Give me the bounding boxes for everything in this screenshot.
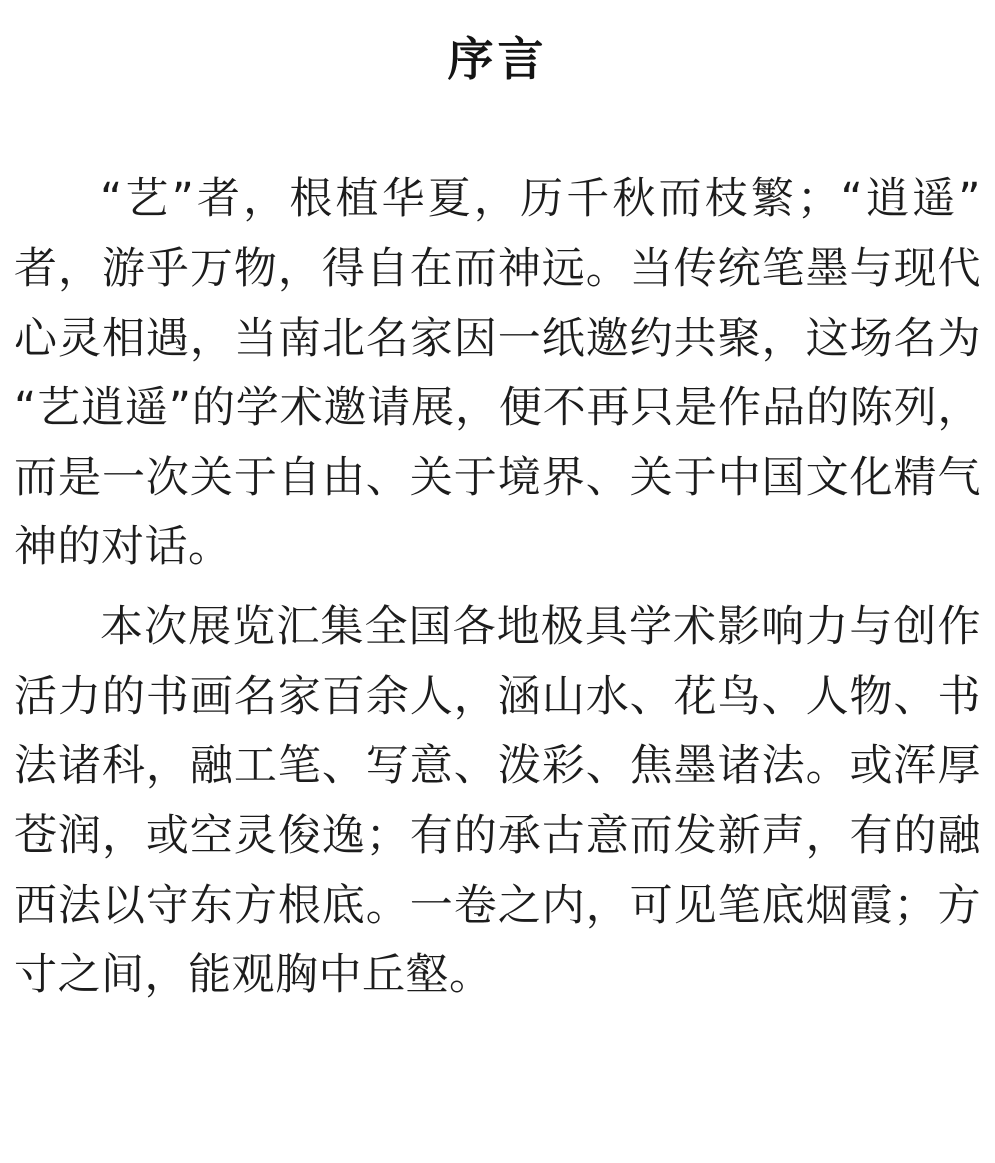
paragraph-2: 本次展览汇集全国各地极具学术影响力与创作活力的书画名家百余人，涵山水、花鸟、人物、书法诸科，融工笔、写意、泼彩、焦墨诸法。或浑厚苍润，或空灵俊逸；有的承古意而发新声，有的融西法以守东方根底。一卷之内，可见笔底烟霞；方寸之间，能观胸中丘壑。 — [14, 602, 981, 1001]
document-body — [14, 165, 981, 1011]
page-title: 序言 — [447, 32, 548, 86]
paragraph-1: “艺”者，根植华夏，历千秋而枝繁；“逍遥”者，游乎万物，得自在而神远。当传统笔墨与现代心灵相遇，当南北名家因一纸邀约共聚，这场名为“艺逍遥”的学术邀请展，便不再只是作品的陈列，而是一次关于自由、关于境界、关于中国文化精气神的对话。 — [14, 174, 981, 573]
